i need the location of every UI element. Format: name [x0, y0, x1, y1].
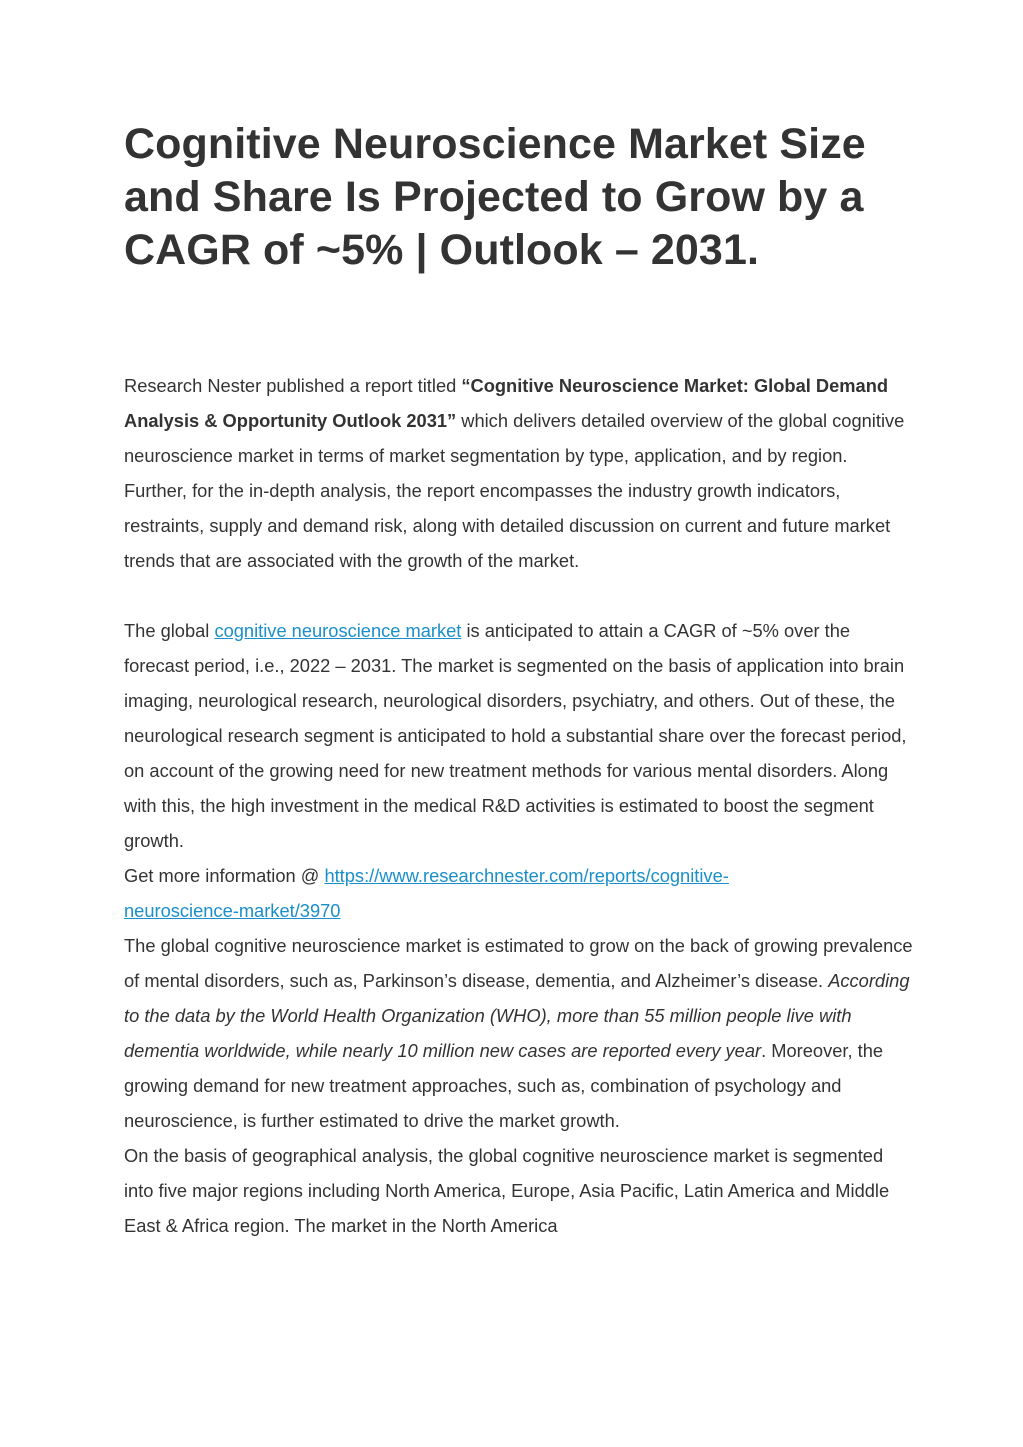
page-title: Cognitive Neuroscience Market Size and Share Is Projected to Grow by a CAGR of ~5% | Outlook – 2031. — [124, 120, 866, 274]
market-text: The global — [124, 620, 215, 641]
who-quote: According to the data by the World Health Organization (WHO), more than 55 million people live with dementia worldwide, while nearly 10 million new cases are reported every year — [124, 970, 910, 1061]
report-title: “Cognitive Neuroscience Market: Global Demand Analysis & Opportunity Outlook 2031” — [124, 375, 889, 431]
market-link[interactable]: cognitive neuroscience market — [214, 620, 462, 641]
growth-paragraph — [124, 928, 914, 1138]
regional-paragraph: On the basis of geographical analysis, the global cognitive neuroscience market is segmented into five major regions including North America, Europe, Asia Pacific, Latin America and Middle East & Africa region. The market in the North America — [124, 1145, 890, 1236]
market-paragraph — [124, 613, 914, 858]
intro-paragraph — [124, 368, 914, 473]
report-url-line2: neuroscience-market/3970 — [124, 900, 341, 921]
paragraph-gap — [124, 578, 914, 613]
intro-text-cont: which delivers detailed overview of the global cognitive neuroscience market in terms of market segmentation by type, application, and by region. — [124, 410, 905, 466]
more-info-label: Get more information @ — [124, 865, 325, 886]
more-info-paragraph — [124, 858, 914, 928]
analysis-paragraph: Further, for the in-depth analysis, the report encompasses the industry growth indicators, restraints, supply and demand risk, along with detailed discussion on current and future market trends that are associated with the growth of the market. — [124, 480, 891, 571]
growth-text-cont: . Moreover, the growing demand for new treatment approaches, such as, combination of psychology and neuroscience, is further estimated to drive the market growth. — [124, 1040, 884, 1131]
report-url-line1: https://www.researchnester.com/reports/cognitive- — [324, 865, 729, 886]
growth-text: The global cognitive neuroscience market is estimated to grow on the back of growing prevalence of mental disorders, such as, Parkinson’s disease, dementia, and Alzheimer’s disease. — [124, 935, 913, 991]
intro-text: Research Nester published a report titled — [124, 375, 462, 396]
document-page — [124, 118, 914, 1243]
article-body — [124, 368, 914, 1243]
market-text-cont: is anticipated to attain a CAGR of ~5% over the forecast period, i.e., 2022 – 2031. The market is segmented on the basis of application into brain imaging, neurological research, neurological disorders, psychiatry, and others. Out of these, the neurological research segment is anticipated to hold a substantial share over the forecast period, on account of the growing need for new treatment methods for various mental disorders. Along with this, the high investment in the medical R&D activities is estimated to boost the segment growth. — [124, 620, 907, 851]
